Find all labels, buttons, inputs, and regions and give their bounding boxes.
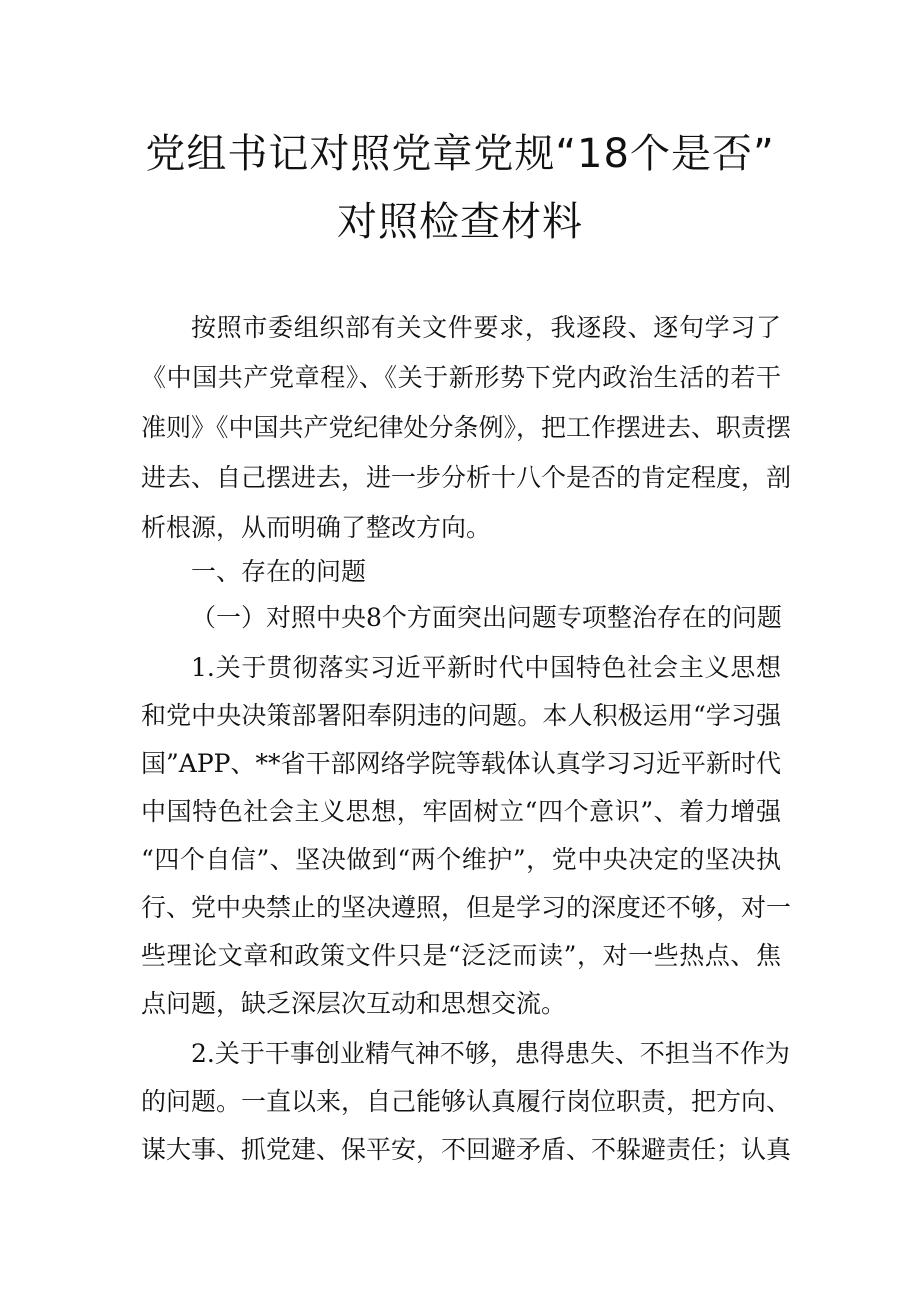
- body-line: 析根源，从而明确了整改方向。: [141, 513, 492, 542]
- body-line: 行、党中央禁止的坚决遵照，但是学习的深度还不够，对一: [141, 893, 792, 922]
- body-line: 1.关于贯彻落实习近平新时代中国特色社会主义思想: [191, 653, 781, 682]
- body-line: 的问题。一直以来，自己能够认真履行岗位职责，把方向、: [141, 1087, 792, 1116]
- document-title-line-2: 对照检查材料: [337, 199, 583, 245]
- body-line: 点问题，缺乏深层次互动和思想交流。: [141, 989, 567, 1018]
- body-line: 准则》《中国共产党纪律处分条例》，把工作摆进去、职责摆: [141, 413, 792, 442]
- body-line: 进去、自己摆进去，进一步分析十八个是否的肯定程度，剖: [141, 463, 792, 492]
- body-line: 2.关于干事创业精气神不够，患得患失、不担当不作为: [191, 1039, 790, 1068]
- body-line: 些理论文章和政策文件只是“泛泛而读”，对一些热点、焦: [141, 941, 781, 970]
- body-line: 国”APP、**省干部网络学院等载体认真学习习近平新时代: [141, 749, 781, 778]
- body-line: 中国特色社会主义思想，牢固树立“四个意识”、着力增强: [141, 797, 781, 826]
- body-line: 《中国共产党章程》、《关于新形势下党内政治生活的若干: [141, 363, 781, 392]
- body-line: 按照市委组织部有关文件要求，我逐段、逐句学习了: [191, 313, 781, 342]
- document-title-line-1: 党组书记对照党章党规“18个是否”: [145, 131, 775, 177]
- subsection-heading: （一）对照中央8个方面突出问题专项整治存在的问题: [191, 603, 782, 632]
- section-heading: 一、存在的问题: [191, 557, 367, 586]
- body-line: 谋大事、抓党建、保平安，不回避矛盾、不躲避责任；认真: [141, 1135, 792, 1164]
- body-line: 和党中央决策部署阳奉阴违的问题。本人积极运用“学习强: [141, 701, 781, 730]
- body-line: “四个自信”、坚决做到“两个维护”，党中央决定的坚决执: [141, 845, 781, 874]
